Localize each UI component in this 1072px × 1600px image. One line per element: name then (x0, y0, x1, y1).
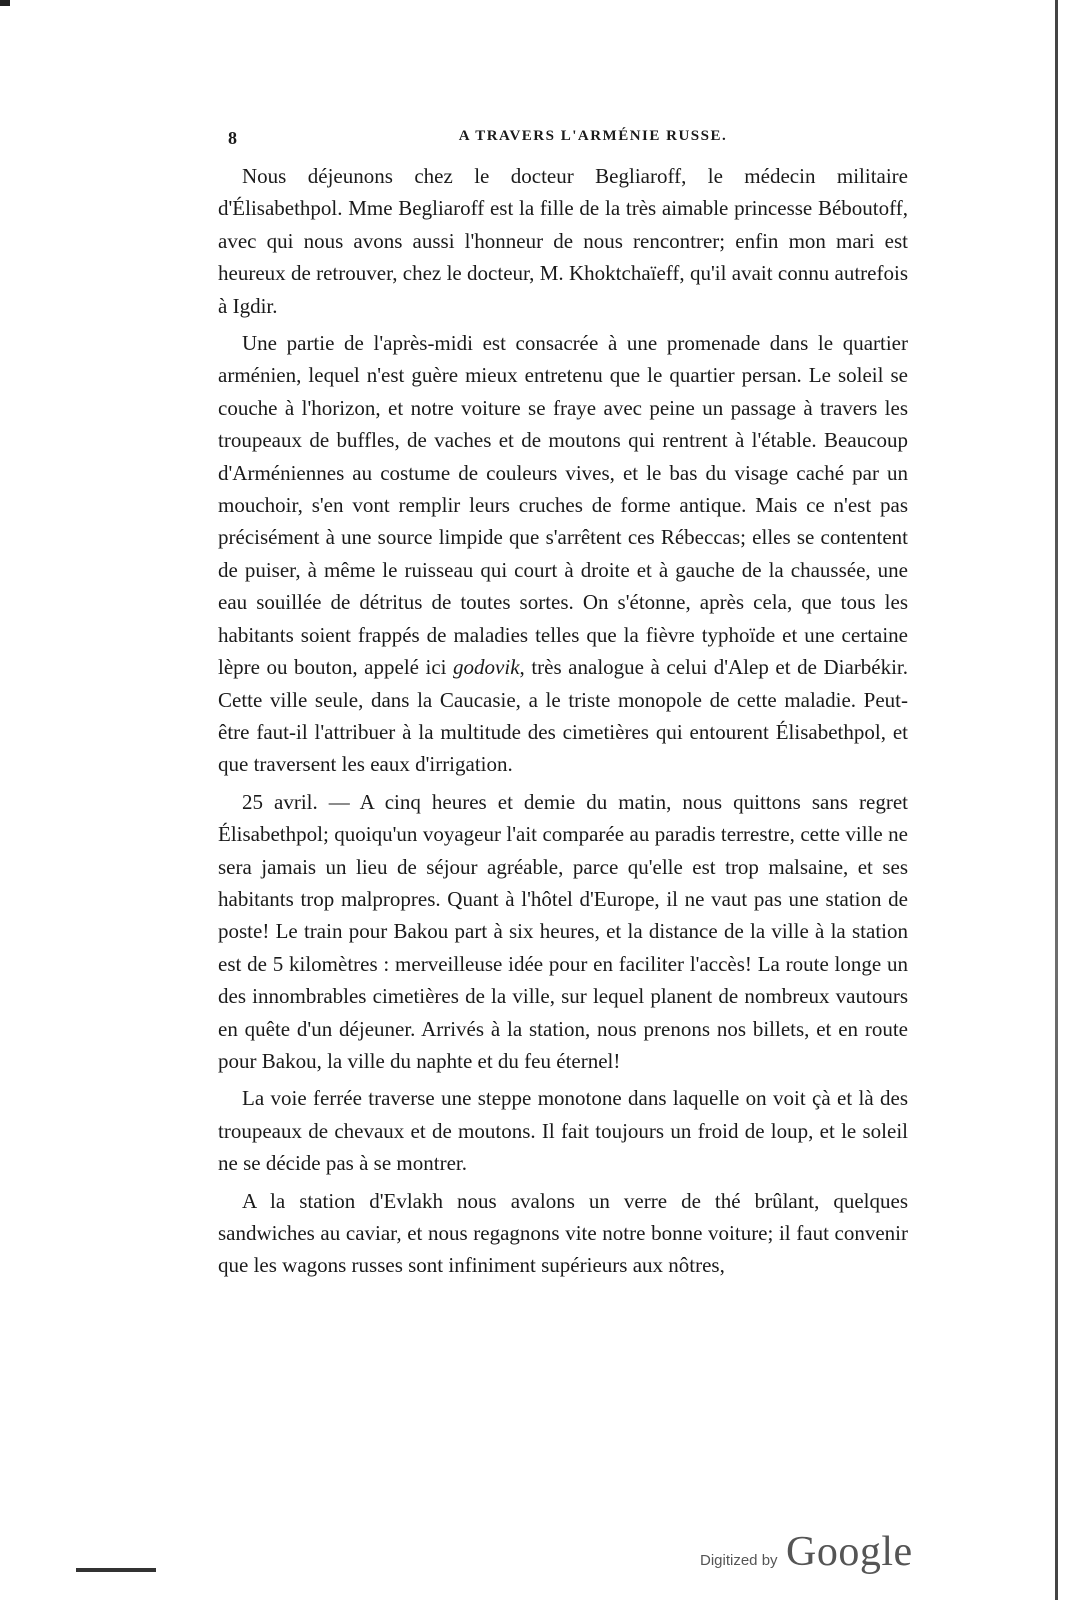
watermark-prefix: Digitized by (700, 1552, 778, 1569)
running-title: A TRAVERS L'ARMÉNIE RUSSE. (458, 128, 728, 144)
scan-edge-corner (0, 0, 10, 6)
scan-edge-right (1055, 0, 1058, 1600)
scan-edge-bottom (76, 1568, 156, 1572)
body-text (218, 160, 908, 1287)
paragraph-2-text-after: , très analogue à celui d'Alep et de Diarbékir. Cette ville seule, dans la Caucasie, a le triste monopole de cette maladie. Peut-être faut-il l'attribuer à la multitude des cimetières qui entourent Élisabethpol, et que traversent les eaux d'irrigation. (218, 655, 908, 777)
page-number: 8 (228, 128, 237, 148)
paragraph-2 (218, 327, 908, 781)
paragraph-1: Nous déjeunons chez le docteur Begliaroff, le médecin militaire d'Élisabethpol. Mme Begliaroff est la fille de la très aimable princesse Béboutoff, avec qui nous avons aussi l'honneur de nous rencontrer; enfin mon mari est heureux de retrouver, chez le docteur, M. Khoktchaïeff, qu'il avait connu autrefois à Igdir. (218, 164, 908, 318)
digitization-watermark (700, 1528, 960, 1580)
paragraph-2-text-before: Une partie de l'après-midi est consacrée à une promenade dans le quartier arménien, lequel n'est guère mieux entretenu que le quartier persan. Le soleil se couche à l'horizon, et notre voiture se fraye avec peine un passage à travers les troupeaux de buffles, de vaches et de moutons qui rentrent à l'étable. Beaucoup d'Arméniennes au costume de couleurs vives, et le bas du visage caché par un mouchoir, s'en vont remplir leurs cruches de forme antique. Mais ce n'est pas précisément à une source limpide que s'arrêtent ces Rébeccas; elles se contentent de puiser, à même le ruisseau qui court à droite et à gauche de la chaussée, une eau souillée de détritus de toutes sortes. On s'étonne, après cela, que tous les habitants soient frappés de maladies telles que la fièvre typhoïde et une certaine lèpre ou bouton, appelé ici (218, 331, 908, 680)
running-head (228, 128, 918, 152)
paragraph-4: La voie ferrée traverse une steppe monotone dans laquelle on voit çà et là des troupeaux de chevaux et de moutons. Il fait toujours un froid de loup, et le soleil ne se décide pas à se montrer. (218, 1086, 908, 1176)
paragraph-5: A la station d'Evlakh nous avalons un verre de thé brûlant, quelques sandwiches au caviar, et nous regagnons vite notre bonne voiture; il faut convenir que les wagons russes sont infiniment supérieurs aux nôtres, (218, 1188, 908, 1278)
watermark-logo: Google (786, 1529, 913, 1575)
paragraph-2-italic-term: godovik (453, 655, 520, 680)
paragraph-3: 25 avril. — A cinq heures et demie du matin, nous quittons sans regret Élisabethpol; quoiqu'un voyageur l'ait comparée au paradis terrestre, cette ville ne sera jamais un lieu de séjour agréable, parce qu'elle est trop malsaine, et ses habitants trop malpropres. Quant à l'hôtel d'Europe, il ne vaut pas une station de poste! Le train pour Bakou part à six heures, et la distance de la ville à la station est de 5 kilomètres : merveilleuse idée pour en faciliter l'accès! La route longe un des innombrables cimetières de la ville, sur lequel planent de nombreux vautours en quête d'un déjeuner. Arrivés à la station, nous prenons nos billets, et en route pour Bakou, la ville du naphte et du feu éternel! (218, 789, 908, 1073)
